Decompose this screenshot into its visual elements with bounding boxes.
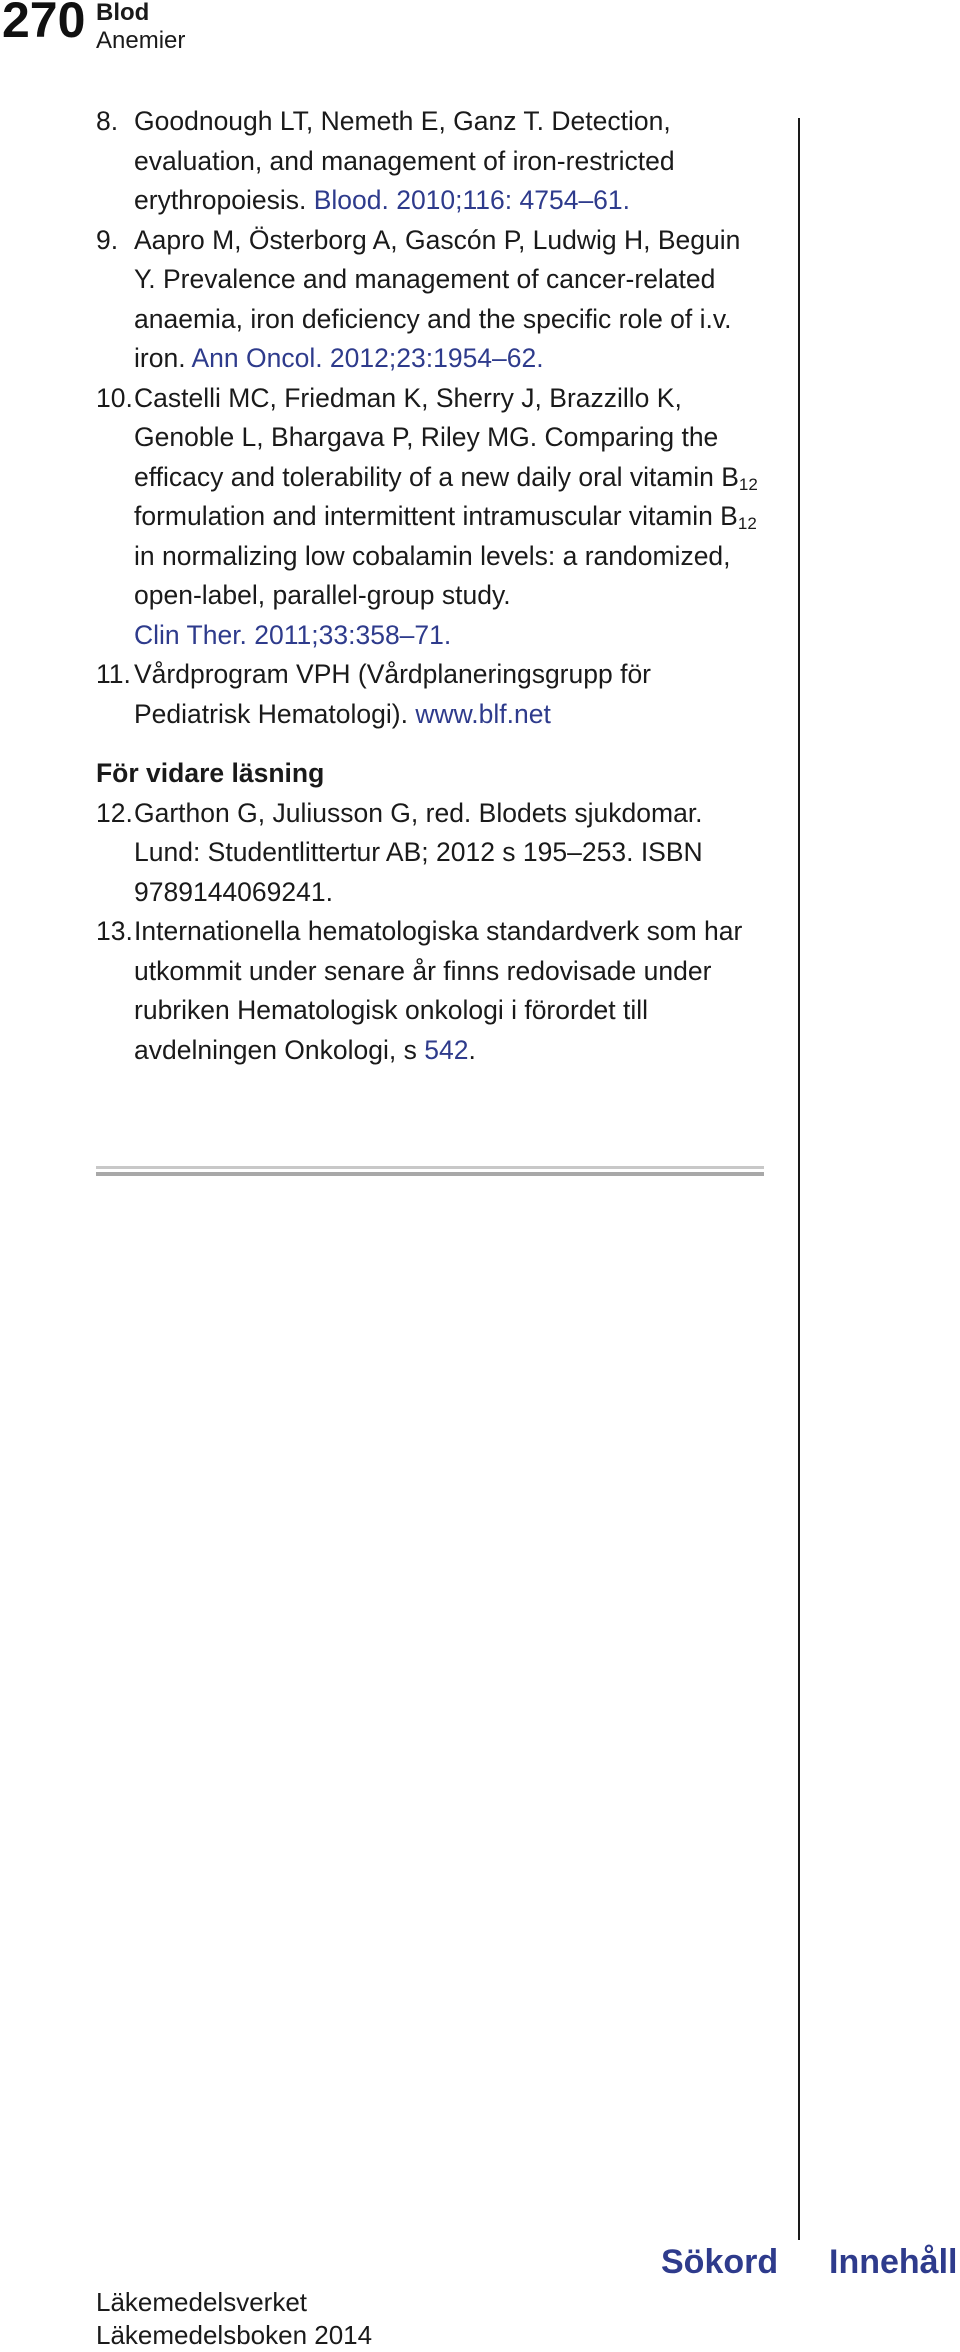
reference-item <box>96 221 766 379</box>
reference-list <box>96 102 766 1070</box>
column-divider <box>798 118 800 2240</box>
reference-number: 12. <box>96 797 133 828</box>
reference-number: 11. <box>96 659 131 689</box>
table-of-contents-link[interactable]: Innehåll <box>829 2243 958 2281</box>
footer-publisher: Läkemedelsverket <box>96 2287 307 2317</box>
reference-text: Aapro M, Österborg A, Gascón P, Ludwig H, Beguin Y. Prevalence and management of cancer-related anaemia, iron deficiency and the specific role of i.v. iron. <box>134 224 741 373</box>
rule-line <box>96 1172 764 1176</box>
reference-text: Garthon G, Juliusson G, red. Blodets sjukdomar. Lund: Studentlittertur AB; 2012 s 195–253. ISBN 9789144069241. <box>134 797 703 907</box>
reference-text-end: . <box>468 1034 476 1065</box>
rule-line <box>96 1166 764 1169</box>
reference-text: Goodnough LT, Nemeth E, Ganz T. Detection, evaluation, and management of iron-restricted erythropoiesis. <box>134 106 675 215</box>
reference-item <box>96 912 766 1070</box>
reference-text: Internationella hematologiska standardverk som har utkommit under senare år finns redovisade under rubriken Hematologisk onkologi i förordet till avdelningen Onkologi, s <box>134 916 743 1065</box>
further-reading-heading: För vidare läsning <box>96 758 325 788</box>
subscript: 12 <box>738 474 758 494</box>
chapter-title: Blod <box>96 0 150 26</box>
reference-text-part: formulation and intermittent intramuscular vitamin B <box>134 501 738 531</box>
reference-link[interactable]: Ann Oncol. 2012;23:1954–62. <box>191 343 544 373</box>
page-link[interactable]: 542 <box>424 1034 469 1065</box>
reference-item <box>96 102 766 221</box>
reference-text-part: in normalizing low cobalamin levels: a randomized, open-label, parallel-group study. <box>134 540 731 610</box>
reference-item <box>96 794 766 913</box>
reference-item <box>96 655 766 734</box>
reference-number: 8. <box>96 106 119 136</box>
section-title: Anemier <box>96 27 186 54</box>
reference-link[interactable]: Blood. 2010;116: 4754–61. <box>313 185 631 215</box>
reference-number: 13. <box>96 916 133 946</box>
page-number: 270 <box>2 0 86 48</box>
reference-item <box>96 379 766 656</box>
footer-book-title: Läkemedelsboken 2014 <box>96 2320 373 2350</box>
section-end-rule <box>96 1166 764 1176</box>
reference-link[interactable]: www.blf.net <box>415 698 551 729</box>
search-index-link[interactable]: Sökord <box>661 2243 779 2281</box>
reference-number: 9. <box>96 224 119 255</box>
reference-number: 10. <box>96 382 133 413</box>
reference-text: Vårdprogram VPH (Vårdplaneringsgrupp för Pediatrisk Hematologi). <box>134 659 652 729</box>
reference-link[interactable]: Clin Ther. 2011;33:358–71. <box>134 619 452 650</box>
reference-text-part: Castelli MC, Friedman K, Sherry J, Brazzillo K, Genoble L, Bhargava P, Riley MG. Comparing the efficacy and tolerability of a new daily oral vitamin B <box>134 382 739 492</box>
subscript: 12 <box>737 514 757 533</box>
reference-text <box>134 383 758 611</box>
